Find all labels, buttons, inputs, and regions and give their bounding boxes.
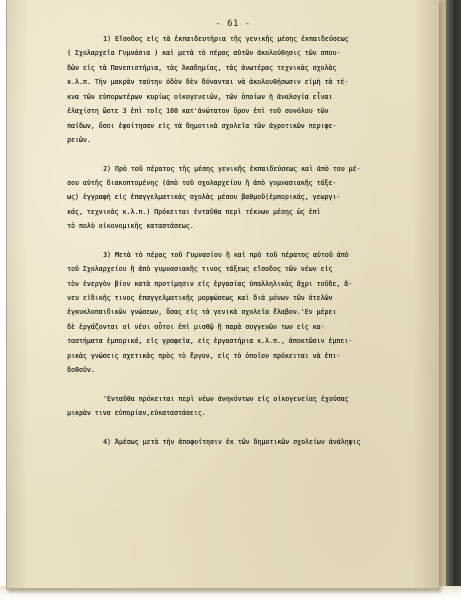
text-line: μικρὰν τινα εὐπορίαν,εὐκαταστάσεις.	[67, 409, 206, 418]
text-line: δοθοῦν.	[67, 366, 95, 375]
paragraph	[67, 392, 439, 421]
text-line: κνα τῶν εὐπορωτέρων κυρίως οἰκογενειῶν, τῶν ὁποίων ἡ ἀναλογία εἶναι	[67, 92, 333, 101]
text-line: τὸ πολὺ οἰκονομικῆς καταστάσεως.	[67, 222, 194, 231]
text-line: δῶν εἰς τὰ Πανεπιστήμια, τὰς Ἀκαδημίας, τὰς ἀνωτέρας τεχνικὰς σχολὰς	[67, 63, 337, 72]
paragraph	[67, 248, 439, 378]
text-line: ( Σχολαρχεῖα Γυμνάσια ) καὶ μετὰ τὸ πέρας αὐτῶν ἀκολούθησις τῶν σπου-	[67, 49, 341, 58]
text-line: κάς, τεχνικὰς κ.λ.π.) Πρόκειται ἐνταῦθα περὶ τέκνων μέσης ὡς ἐπὶ	[67, 207, 321, 216]
page-body	[67, 32, 439, 449]
text-line: ἐλαχίστη ὥστε 3 ἐπὶ τοῖς 100 κατ'ἀνώτατον ὅρον ἐπὶ τοῦ συνόλου τῶν	[67, 107, 329, 116]
backing-board	[446, 0, 461, 600]
paragraph-first-line: 3) Μετὰ τὸ πέρας τοῦ Γυμνασίου ἢ καὶ πρὸ τοῦ πέρατος αὐτοῦ ἀπὸ	[103, 250, 349, 259]
page-number: - 61 -	[215, 19, 251, 29]
text-line: ρειῶν.	[67, 136, 91, 145]
text-line: σου αὐτῆς διακοπτομένης (ἀπὸ τοῦ σχολαρχείου ἢ ἀπὸ γυμνασιακῆς τάξε-	[67, 178, 337, 187]
text-line: ταστήματα ἐμπορικά, εἰς γραφεῖα, εἰς ἐργαστήρια κ.λ.π., ἀποκτῶσιν ἐμπει-	[67, 337, 353, 346]
page-text	[67, 16, 439, 449]
text-line: τοῦ Σχολαρχείου ἢ ἀπὸ γυμνασιακῆς τινος τάξεως εἴσοδος τῶν νέων εἰς	[67, 265, 333, 274]
text-line: ρικὰς γνώσεις σχετικὰς πρὸς τὸ ἔργον, εἰς τὸ ὁποῖον πρόκειται νὰ ἐπι-	[67, 351, 341, 360]
paragraph	[67, 162, 439, 234]
text-line: παίδων, ὅσοι ἐφοίτησαν εἰς τὰ δημοτικὰ σχολεῖα τῶν ἀγροτικῶν περιφε-	[67, 121, 337, 130]
text-line: τὸν ἐνεργὸν βίον κατὰ προτίμησιν εἰς ἐργασίας ὑπαλληλικὰς ἄχρι τοῦδε, ἄ-	[67, 279, 353, 288]
paragraph-gap	[67, 421, 439, 435]
paragraph-first-line: 1) Εἴσοδος εἰς τὰ ἐκπαιδευτήρια τῆς γενικῆς μέσης ἐκπαιδεύσεως	[103, 35, 349, 43]
paragraph-gap	[67, 148, 439, 162]
paragraph-first-line: 4) Ἀμέσως μετὰ τὴν ἀποφοίτησιν ἐκ τῶν δημοτικῶν σχολείων ἀνάληψις	[103, 437, 361, 446]
paragraph	[67, 435, 439, 449]
paragraph	[67, 32, 439, 148]
paragraph-first-line: 'Ενταῦθα πρόκειται περὶ νέων ἀνηκόντων εἰς οἰκογενείας ἐχούσας	[103, 394, 349, 403]
text-line: δὲ ἐργάζονται οἱ νέοι οὗτοι ἐπὶ μισθῷ ἢ παρὰ συγγενῶν των εἰς κα-	[67, 322, 325, 331]
text-line: ως) ἐγγραφὴ εἰς ἐπαγγελματικὰς σχολὰς μέσου βαθμοῦ(ἐμπορικάς, γεωργι-	[67, 193, 341, 202]
typewritten-page	[6, 0, 439, 590]
text-line: νευ εἰδικῆς τινος ἐπαγγελματικῆς μορφώσεως καὶ διὰ μόνων τῶν ἀτελῶν	[67, 294, 333, 302]
paragraph-gap	[67, 234, 439, 248]
text-line: κ.λ.π. Τὴν μακρὰν ταύτην ὁδὸν δὲν δύνανται νὰ ἀκολουθήσωσιν εἰμὴ τὰ τέ-	[67, 78, 349, 87]
paragraph-first-line: 2) Πρὸ τοῦ πέρατος τῆς μέσης γενικῆς ἐκπαιδεύσεως καὶ ἀπὸ του μέ-	[103, 164, 361, 173]
text-line: ἐγκυκλοπαιδικῶν γνώσεων, ὅσας εἰς τὰ γενικὰ σχολεῖα ἔλαβον.'Εν μέρει	[67, 308, 337, 317]
paragraph-gap	[67, 378, 439, 392]
